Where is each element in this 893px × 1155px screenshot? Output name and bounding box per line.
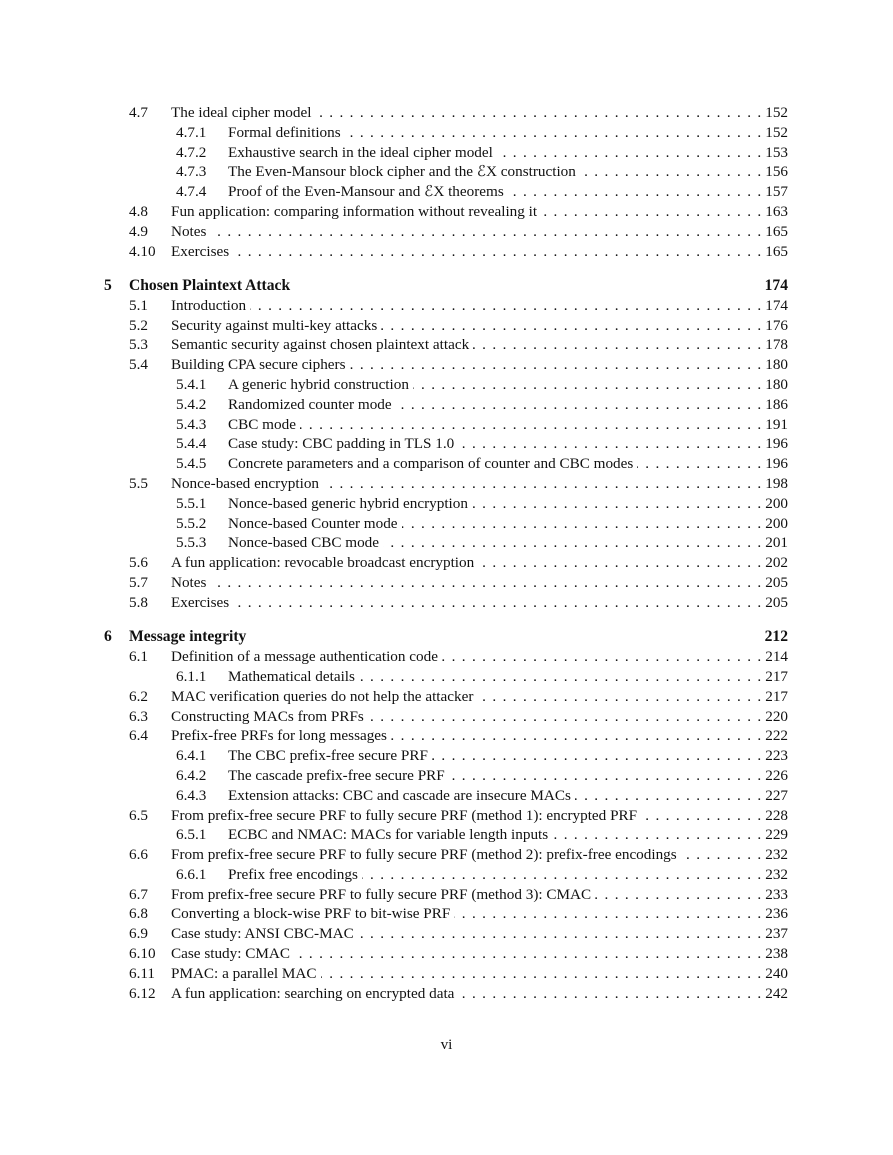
entry-number: 6.1 [129, 648, 148, 666]
entry-page: 240 [765, 964, 788, 982]
entry-title: Definition of a message authentication code [171, 648, 438, 666]
section-entry[interactable] [104, 964, 788, 984]
entry-number: 5.5 [129, 475, 148, 493]
dot-leader [383, 533, 761, 553]
dot-leader [681, 845, 762, 865]
dot-leader [497, 143, 761, 163]
entry-page: 152 [765, 123, 788, 141]
entry-number: 5.4.3 [176, 415, 207, 433]
entry-title: Introduction [171, 296, 247, 314]
dot-leader [473, 335, 761, 355]
entry-number: 6.8 [129, 905, 148, 923]
entry-page: 156 [765, 163, 788, 181]
entry-page: 205 [765, 574, 788, 592]
chapter-title: Message integrity [129, 628, 247, 646]
section-entry[interactable] [104, 924, 788, 944]
subsection-entry[interactable] [104, 746, 788, 766]
entry-title: Exercises [171, 242, 230, 260]
dot-leader [233, 593, 761, 613]
dot-leader [345, 123, 762, 143]
section-entry[interactable] [104, 296, 788, 316]
entry-number: 6.5.1 [176, 826, 207, 844]
entry-title: Case study: CMAC [171, 945, 290, 963]
entry-title: Prefix free encodings [228, 865, 358, 883]
section-entry[interactable] [104, 904, 788, 924]
section-entry[interactable] [104, 103, 788, 123]
entry-number: 6.11 [129, 964, 156, 982]
entry-number: 5.3 [129, 336, 148, 354]
entry-title: PMAC: a parallel MAC [171, 964, 317, 982]
entry-page: 229 [765, 826, 788, 844]
subsection-entry[interactable] [104, 454, 788, 474]
entry-number: 6.4.2 [176, 766, 207, 784]
entry-title: Building CPA secure ciphers [171, 356, 346, 374]
entry-page: 220 [765, 707, 788, 725]
chapter-number: 6 [104, 628, 112, 646]
entry-page: 191 [765, 415, 788, 433]
entry-title: From prefix-free secure PRF to fully secure PRF (method 3): CMAC [171, 885, 592, 903]
entry-title: Case study: CBC padding in TLS 1.0 [228, 435, 455, 453]
entry-number: 4.8 [129, 202, 148, 220]
dot-leader [210, 222, 761, 242]
entry-title: Semantic security against chosen plaintext attack [171, 336, 470, 354]
subsection-entry[interactable] [104, 415, 788, 435]
subsection-entry[interactable] [104, 514, 788, 534]
section-entry[interactable] [104, 553, 788, 573]
dot-leader [368, 707, 761, 727]
entry-page: 227 [765, 786, 788, 804]
entry-page: 198 [765, 475, 788, 493]
entry-number: 5.4.1 [176, 376, 207, 394]
entry-title: Randomized counter mode [228, 395, 392, 413]
entry-page: 165 [765, 222, 788, 240]
entry-page: 228 [765, 806, 788, 824]
section-entry[interactable] [104, 316, 788, 336]
entry-number: 6.4.3 [176, 786, 207, 804]
entry-page: 223 [765, 747, 788, 765]
entry-title: From prefix-free secure PRF to fully secure PRF (method 1): encrypted PRF [171, 806, 638, 824]
entry-page: 178 [765, 336, 788, 354]
section-entry[interactable] [104, 355, 788, 375]
entry-page: 226 [765, 766, 788, 784]
entry-page: 196 [765, 455, 788, 473]
entry-title: Nonce-based generic hybrid encryption [228, 494, 468, 512]
entry-page: 201 [765, 534, 788, 552]
dot-leader [210, 573, 761, 593]
subsection-entry[interactable] [104, 825, 788, 845]
chapter-page: 212 [764, 628, 788, 646]
dot-leader [321, 964, 762, 984]
section-entry[interactable] [104, 573, 788, 593]
entry-number: 5.6 [129, 554, 148, 572]
section-entry[interactable] [104, 335, 788, 355]
subsection-entry[interactable] [104, 766, 788, 786]
entry-page: 196 [765, 435, 788, 453]
section-entry[interactable] [104, 474, 788, 494]
dot-leader [391, 726, 761, 746]
subsection-entry[interactable] [104, 533, 788, 553]
entry-number: 6.4.1 [176, 747, 207, 765]
entry-page: 242 [765, 984, 788, 1002]
dot-leader [358, 924, 762, 944]
entry-page: 180 [765, 376, 788, 394]
entry-page: 222 [765, 727, 788, 745]
section-entry[interactable] [104, 202, 788, 222]
subsection-entry[interactable] [104, 162, 788, 182]
entry-number: 5.4.4 [176, 435, 207, 453]
section-entry[interactable] [104, 687, 788, 707]
entry-number: 5.4 [129, 356, 148, 374]
entry-page: 165 [765, 242, 788, 260]
entry-title: The Even-Mansour block cipher and the ℰX construction [228, 163, 576, 181]
entry-page: 200 [765, 514, 788, 532]
entry-page: 217 [765, 667, 788, 685]
entry-title: The ideal cipher model [171, 104, 312, 121]
subsection-entry[interactable] [104, 143, 788, 163]
entry-page: 202 [765, 554, 788, 572]
dot-leader [402, 514, 762, 534]
entry-title: Converting a block-wise PRF to bit-wise PRF [171, 905, 451, 923]
dot-leader [575, 786, 761, 806]
entry-page: 180 [765, 356, 788, 374]
table-of-contents [104, 103, 788, 1003]
chapter-page: 174 [764, 276, 788, 294]
chapter-title: Chosen Plaintext Attack [129, 276, 291, 294]
entry-page: 174 [765, 296, 788, 314]
entry-number: 6.3 [129, 707, 148, 725]
dot-leader [552, 825, 761, 845]
entry-page: 153 [765, 143, 788, 161]
entry-title: Extension attacks: CBC and cascade are insecure MACs [228, 786, 571, 804]
dot-leader [323, 474, 761, 494]
entry-page: 238 [765, 945, 788, 963]
entry-page: 232 [765, 846, 788, 864]
entry-title: MAC verification queries do not help the attacker [171, 687, 474, 705]
entry-number: 6.9 [129, 925, 148, 943]
entry-number: 6.10 [129, 945, 156, 963]
entry-title: Case study: ANSI CBC-MAC [171, 925, 354, 943]
dot-leader [233, 242, 761, 262]
entry-title: CBC mode [228, 415, 296, 433]
section-entry[interactable] [104, 707, 788, 727]
entry-title: Exercises [171, 593, 230, 611]
subsection-entry[interactable] [104, 865, 788, 885]
section-entry[interactable] [104, 593, 788, 613]
chapter-heading[interactable] [104, 276, 788, 296]
page-number: vi [440, 1036, 453, 1053]
subsection-entry[interactable] [104, 667, 788, 687]
chapter-number: 5 [104, 276, 112, 294]
dot-leader [477, 687, 761, 707]
dot-leader [396, 395, 762, 415]
entry-page: 232 [765, 865, 788, 883]
subsection-entry[interactable] [104, 786, 788, 806]
dot-leader [350, 355, 762, 375]
dot-leader [359, 667, 761, 687]
dot-leader [315, 103, 761, 123]
entry-number: 5.1 [129, 296, 148, 314]
entry-title: Mathematical details [228, 667, 355, 685]
entry-title: A fun application: searching on encrypted data [171, 984, 455, 1002]
entry-number: 4.10 [129, 242, 156, 260]
entry-title: ECBC and NMAC: MACs for variable length inputs [228, 826, 549, 844]
subsection-entry[interactable] [104, 395, 788, 415]
dot-leader [294, 944, 761, 964]
dot-leader [300, 415, 761, 435]
entry-title: Fun application: comparing information without revealing it [171, 202, 538, 220]
entry-title: Formal definitions [228, 123, 341, 141]
dot-leader [362, 865, 761, 885]
dot-leader [458, 984, 761, 1004]
entry-number: 5.8 [129, 593, 148, 611]
entry-title: Constructing MACs from PRFs [171, 707, 364, 725]
dot-leader [472, 494, 761, 514]
entry-page: 157 [765, 183, 788, 201]
section-entry[interactable] [104, 806, 788, 826]
dot-leader [595, 885, 761, 905]
entry-page: 163 [765, 202, 788, 220]
entry-page: 176 [765, 316, 788, 334]
dot-leader [580, 162, 761, 182]
dot-leader [478, 553, 761, 573]
entry-number: 6.4 [129, 727, 148, 745]
entry-title: Nonce-based encryption [171, 475, 320, 493]
entry-title: Notes [171, 574, 207, 592]
entry-number: 6.6 [129, 846, 148, 864]
entry-title: Prefix-free PRFs for long messages [171, 727, 387, 745]
section-entry[interactable] [104, 944, 788, 964]
dot-leader [458, 434, 761, 454]
entry-number: 5.2 [129, 316, 148, 334]
entry-page: 200 [765, 494, 788, 512]
entry-number: 6.2 [129, 687, 148, 705]
entry-page: 236 [765, 905, 788, 923]
chapter-heading[interactable] [104, 627, 788, 647]
entry-number: 6.5 [129, 806, 148, 824]
section-entry[interactable] [104, 885, 788, 905]
dot-leader [454, 904, 761, 924]
entry-number: 6.6.1 [176, 865, 207, 883]
entry-page: 233 [765, 885, 788, 903]
entry-title: Concrete parameters and a comparison of counter and CBC modes [228, 455, 634, 473]
entry-title: From prefix-free secure PRF to fully secure PRF (method 2): prefix-free encodings [171, 846, 677, 864]
entry-title: Notes [171, 222, 207, 240]
entry-page: 214 [765, 648, 788, 666]
entry-page: 205 [765, 593, 788, 611]
entry-title: Exhaustive search in the ideal cipher model [228, 143, 493, 161]
dot-leader [250, 296, 761, 316]
entry-title: The CBC prefix-free secure PRF [228, 747, 428, 765]
entry-title: Nonce-based CBC mode [228, 534, 379, 552]
dot-leader [637, 454, 761, 474]
subsection-entry[interactable] [104, 434, 788, 454]
entry-title: Proof of the Even-Mansour and ℰX theorems [228, 183, 504, 201]
entry-title: Nonce-based Counter mode [228, 514, 398, 532]
dot-leader [641, 806, 761, 826]
entry-page: 152 [765, 104, 788, 121]
dot-leader [508, 182, 761, 202]
entry-number: 4.7.2 [176, 143, 207, 161]
section-entry[interactable] [104, 222, 788, 242]
entry-number: 4.7.3 [176, 163, 207, 181]
dot-leader [432, 746, 761, 766]
subsection-entry[interactable] [104, 123, 788, 143]
subsection-entry[interactable] [104, 494, 788, 514]
dot-leader [449, 766, 761, 786]
entry-number: 4.7 [129, 104, 148, 121]
section-entry[interactable] [104, 845, 788, 865]
entry-number: 5.4.2 [176, 395, 207, 413]
entry-page: 217 [765, 687, 788, 705]
dot-leader [442, 647, 761, 667]
entry-number: 6.7 [129, 885, 148, 903]
entry-title: A generic hybrid construction [228, 376, 409, 394]
entry-title: Security against multi-key attacks [171, 316, 378, 334]
entry-number: 6.1.1 [176, 667, 207, 685]
entry-title: The cascade prefix-free secure PRF [228, 766, 445, 784]
section-entry[interactable] [104, 984, 788, 1004]
section-entry[interactable] [104, 726, 788, 746]
section-entry[interactable] [104, 647, 788, 667]
entry-number: 5.5.1 [176, 494, 207, 512]
dot-leader [381, 316, 761, 336]
entry-number: 4.9 [129, 222, 148, 240]
entry-number: 5.4.5 [176, 455, 207, 473]
subsection-entry[interactable] [104, 375, 788, 395]
entry-number: 5.5.2 [176, 514, 207, 532]
dot-leader [413, 375, 761, 395]
entry-page: 186 [765, 395, 788, 413]
entry-title: A fun application: revocable broadcast encryption [171, 554, 475, 572]
section-entry[interactable] [104, 242, 788, 262]
entry-page: 237 [765, 925, 788, 943]
entry-number: 5.7 [129, 574, 148, 592]
subsection-entry[interactable] [104, 182, 788, 202]
entry-number: 4.7.1 [176, 123, 207, 141]
entry-number: 5.5.3 [176, 534, 207, 552]
entry-number: 4.7.4 [176, 183, 207, 201]
entry-number: 6.12 [129, 984, 156, 1002]
dot-leader [541, 202, 761, 222]
